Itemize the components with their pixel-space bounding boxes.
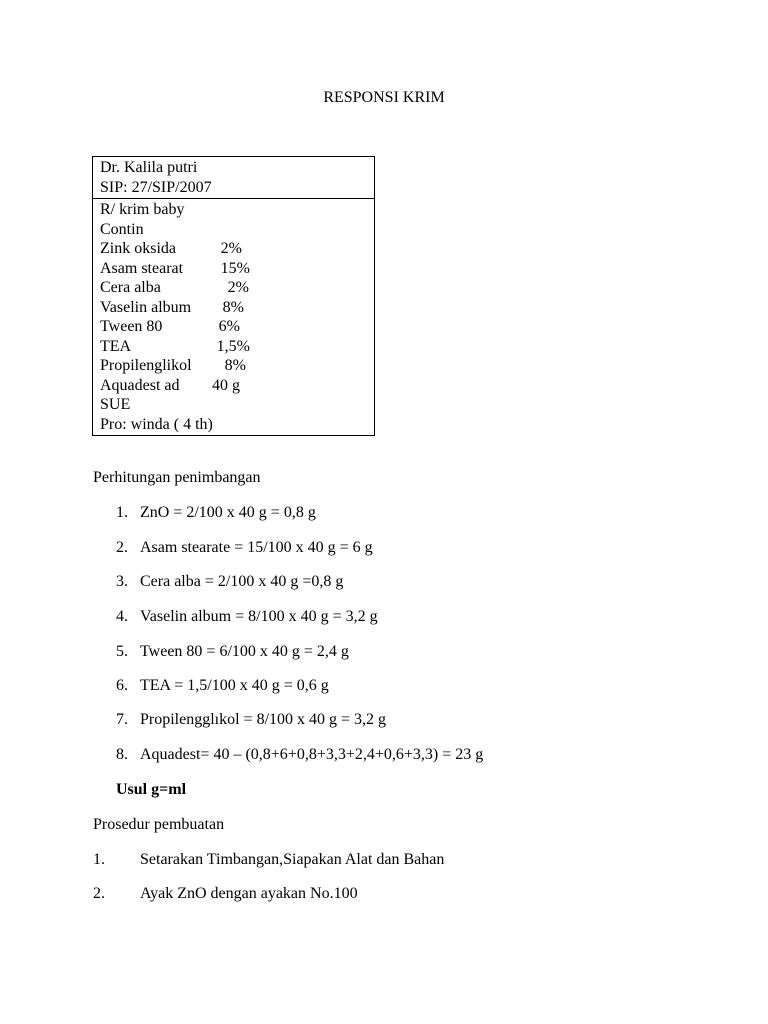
document-title: RESPONSI KRIM — [323, 89, 445, 106]
calc-item-text: Asam stearate = 15/100 x 40 g = 6 g — [140, 539, 373, 556]
ingredient-name: TEA — [100, 337, 132, 355]
ingredient-row — [100, 278, 367, 298]
calc-item — [116, 607, 378, 627]
ingredient-row — [100, 356, 367, 376]
ingredient-name: Asam stearat — [100, 259, 184, 277]
doctor-name: Dr. Kalila putri — [100, 159, 198, 176]
prescription-box — [92, 156, 375, 436]
calc-item-text: ZnO = 2/100 x 40 g = 0,8 g — [140, 504, 316, 521]
procedure-step-number: 2. — [93, 885, 105, 902]
calc-item — [116, 642, 349, 662]
calc-item-number: 4. — [116, 608, 128, 625]
procedure-step — [93, 884, 358, 904]
ingredient-row — [100, 239, 367, 259]
ingredient-name: Aquadest ad — [100, 376, 180, 394]
calc-item-text: Vaselin album = 8/100 x 40 g = 3,2 g — [140, 608, 378, 625]
ingredient-value: 8% — [222, 298, 244, 316]
prescription-body — [93, 199, 374, 435]
calc-item-number: 2. — [116, 539, 128, 556]
ingredient-value: 2% — [220, 240, 242, 257]
doctor-sip: SIP: 27/SIP/2007 — [100, 178, 212, 196]
ingredient-value: 6% — [218, 318, 240, 335]
recipe-line: R/ krim baby — [100, 201, 185, 218]
ingredient-name: Zink oksida — [100, 240, 176, 257]
procedure-step — [93, 850, 444, 870]
calc-item-text: Propilengglıkol = 8/100 x 40 g = 3,2 g — [140, 711, 387, 728]
ingredient-row — [100, 317, 367, 337]
ingredient-row — [100, 337, 367, 357]
calc-item-text: Cera alba = 2/100 x 40 g =0,8 g — [140, 573, 344, 590]
contin-line: Contin — [100, 220, 144, 238]
calc-item-number: 3. — [116, 573, 128, 590]
ingredient-value: 40 g — [212, 376, 240, 394]
ingredient-name: Vaselin album — [100, 298, 192, 316]
ingredient-name: Tween 80 — [100, 318, 163, 335]
patient-line: Pro: winda ( 4 th) — [100, 415, 213, 433]
unit-note: Usul g=ml — [116, 781, 187, 798]
ingredient-value: 2% — [227, 279, 249, 296]
calc-item-number: 8. — [116, 746, 128, 763]
calc-item-number: 6. — [116, 677, 128, 694]
calc-item — [116, 710, 386, 730]
procedure-step-text: Setarakan Timbangan,Siapakan Alat dan Bahan — [140, 851, 445, 868]
calc-item-text: Aquadest= 40 – (0,8+6+0,8+3,3+2,4+0,6+3,3) = 23 g — [140, 746, 484, 763]
calc-item-number: 1. — [116, 504, 128, 521]
calc-item-text: TEA = 1,5/100 x 40 g = 0,6 g — [140, 677, 329, 694]
ingredient-row — [100, 298, 367, 318]
calc-item — [116, 538, 373, 558]
procedure-step-text: Ayak ZnO dengan ayakan No.100 — [140, 885, 358, 902]
ingredient-value: 15% — [220, 259, 250, 277]
ingredient-name: Cera alba — [100, 279, 161, 296]
prescription-header — [93, 157, 374, 199]
calc-item — [116, 503, 316, 523]
calc-item — [116, 572, 343, 592]
calc-heading: Perhitungan penimbangan — [93, 469, 261, 486]
calc-item — [116, 676, 329, 696]
procedure-heading: Prosedur pembuatan — [93, 816, 225, 833]
procedure-step-number: 1. — [93, 851, 105, 868]
ingredient-name: Propilenglikol — [100, 357, 192, 374]
calc-item-text: Tween 80 = 6/100 x 40 g = 2,4 g — [140, 643, 349, 660]
ingredient-value: 1,5% — [216, 337, 250, 355]
ingredient-value: 8% — [224, 357, 246, 374]
calc-item-number: 5. — [116, 643, 128, 660]
ingredient-row — [100, 376, 367, 396]
calc-item — [116, 745, 483, 765]
calc-item-number: 7. — [116, 711, 128, 728]
sue-line: SUE — [100, 396, 131, 413]
ingredient-row — [100, 259, 367, 279]
